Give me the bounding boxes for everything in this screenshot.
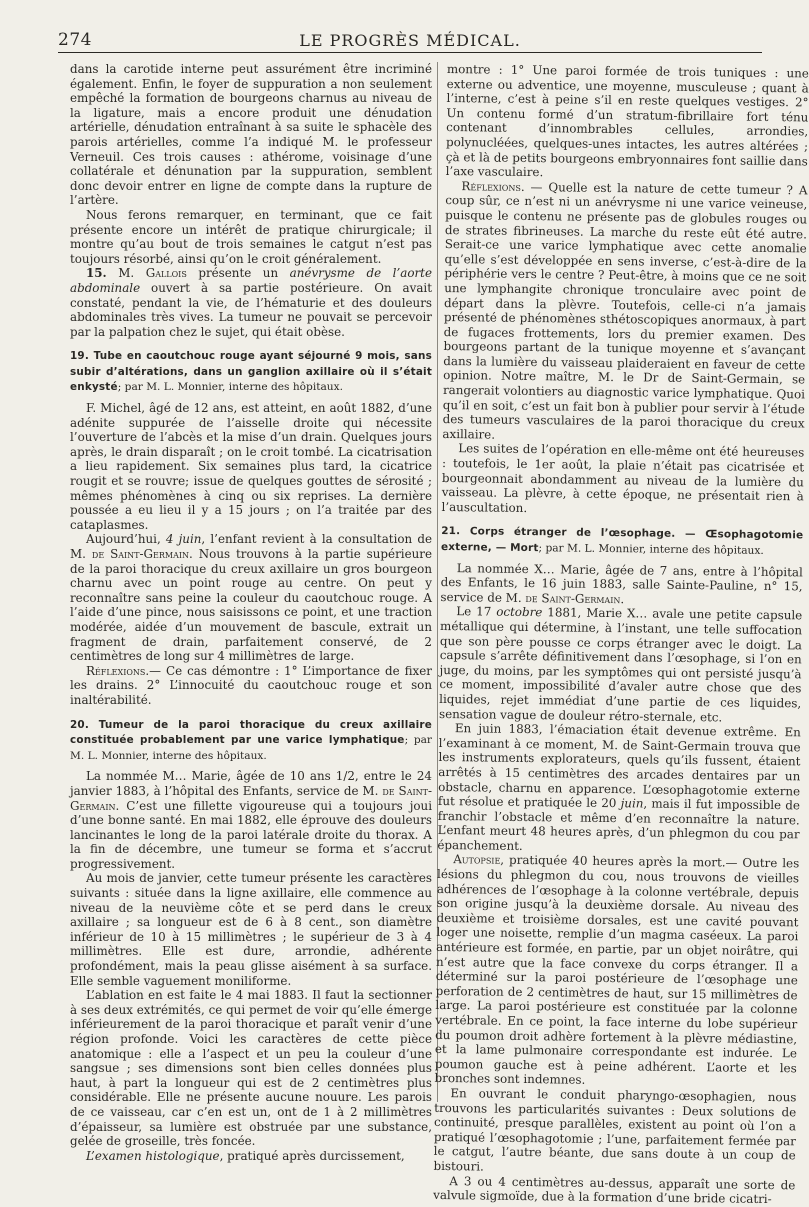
item-number: 15.	[86, 266, 107, 281]
author-name: Gallois	[145, 266, 187, 281]
paragraph: L’examen histologique, pratiqué après durcissement,	[86, 1148, 405, 1163]
paragraph: 15. M. Gallois présente un anévrysme de l’aorte abdominale ouvert à sa partie postérieure. On avait constaté, pendant la vie, de l’hématurie et des douleurs abdominales très vives. La tumeur ne pouvait se percevoir par la palpation chez le sujet, qui était obèse.	[70, 266, 433, 339]
paragraph: dans la carotide interne peut assurément être incriminé également. Enfin, le foyer de suppuration a non seulement empêché la formation de bourgeons charnus au niveau de la ligature, mais a encore produit une dénudation artérielle, dénudation entraînant à sa suite le sphacèle des parois artérielles, comme l’a indiqué M. le professeur Verneuil. Ces trois causes : athérome, voisinage d’une collatérale et dénunation par la suppuration, semblent donc devoir entrer en ligne de compte dans la rupture de l’artère.	[70, 62, 432, 208]
paragraph: F. Michel, âgé de 12 ans, est atteint, en août 1882, d’une adénite suppurée de l’aisselle droite qui nécessite l’ouverture de l’abcès et la mise d’un drain. Quelques jours après, le drain disparaît ; on le croit tombé. La cicatrisation a lieu rapidement. Six semaines plus tard, la cicatrice rougit et se rouvre; issue de quelques gouttes de sérosité ; mêmes phénomènes à cinq ou six reprises. La dernière poussée a eu lieu il y a 15 jours ; on l’a traitée par des cataplasmes.	[70, 401, 432, 532]
paragraph: En ouvrant le conduit pharyngo-œsophagien, nous trouvons les particularités suivantes : Deux solutions de continuité, presque parallèles, existent au point où l’on a pratiqué l’œsophagotomie ; l’une, parfaitement fermée par le catgut, l’autre béante, due sans doute à un coup de bistouri.	[433, 1086, 797, 1174]
section-heading: 19. Tube en caoutchouc rouge ayant séjourné 9 mois, sans subir d’altérations, dans un ganglion axillaire où il s’était enkysté; par M. L. Monnier, interne des hôpitaux.	[70, 350, 432, 394]
paragraph: Aujourd’hui, 4 juin, l’enfant revient à la consultation de M. de Saint-Germain. Nous trouvons à la partie supérieure de la paroi thoracique du creux axillaire un gros bourgeon charnu avec un point rouge au centre. On peut y reconnaître sans peine la couleur du caoutchouc rouge. A l’aide d’une pince, nous saisissons ce point, et une traction modérée, aidée d’un mouvement de bascule, extrait un fragment de drain, parfaitement conservé, de 2 centimètres de long sur 4 millimètres de large.	[70, 532, 432, 664]
paragraph: Réflexions. — Quelle est la nature de cette tumeur ? A coup sûr, ce n’est ni un anévrysme ni une varice veineuse, puisque le contenu ne présente pas de globules rouges ou de strates fibrineuses. La marche du reste eût été autre. Serait-ce une varice lymphatique avec cette anomalie qu’elle s’est développée en sens inverse, c’est-à-dire de la périphérie vers le centre ? Peut-être, à moins que ce ne soit une lymphangite chronique tronculaire avec point de départ dans la plèvre. Toutefois, celle-ci n’a jamais présenté de phénomènes sthétoscopiques anormaux, à part de fugaces frottements, lors du premier examen. Des bourgeons partant de la tunique moyenne et s’avançant dans la lumière du vaisseau plaideraient en faveur de cette opinion. Notre maître, M. le Dr de Saint-Germain, se rangerait volontiers au diagnostic varice lymphatique. Quoi qu’il en soit, c’est un fait bon à publier pour servir à l’étude des tumeurs vasculaires de la paroi thoracique du creux axillaire.	[442, 178, 808, 442]
paragraph: Le 17 octobre 1881, Marie X… avale une petite capsule métallique qui détermine, à l’instant, une telle suffocation que son père pousse ce corps étranger avec le doigt. La capsule s’arrête définitivement dans l’œsophage, si l’on en juge, du moins, par les symptômes qui ont persisté jusqu’à ce moment, impossibilité d’avaler autre chose que des liquides, rejet immédiat d’une partie de ces liquides, sensation vague de douleur rétro-sternale, etc.	[438, 604, 803, 724]
paragraph: Réflexions.— Ce cas démontre : 1° L’importance de fixer les drains. 2° L’innocuité du caoutchouc rouge et son inaltérabilité.	[70, 663, 432, 707]
paragraph: Autopsie, pratiquée 40 heures après la mort.— Outre les lésions du phlegmon du cou, nous trouvons de vieilles adhérences de l’œsophage à la colonne vertébrale, depuis son origine jusqu’à la deuxième dorsale. Au niveau des deuxième et troisième dorsales, est une cavité pouvant loger une noisette, remplie d’un magma caséeux. La paroi antérieure est formée, en partie, par un objet noirâtre, qui n’est autre que la face convexe du corps étranger. Il a déterminé sur la paroi postérieure de l’œsophage une perforation de 2 centimètres de haut, sur 15 millimètres de large. La paroi postérieure est constituée par la colonne vertébrale. En ce point, la face interne du lobe supérieur du poumon droit adhère fortement à la plèvre médiastine, et la lame pulmonaire correspondante est indurée. Le poumon gauche est à peine adhérent. L’aorte et les bronches sont indemnes.	[434, 852, 800, 1088]
paragraph: montre : 1° Une paroi formée de trois tuniques : une externe ou adventice, une moyenne, musculeuse ; quant à l’interne, c’est à peine s’il en reste quelques vestiges. 2° Un contenu formé d’un stratum-fibrillaire fort ténu contenant d’innombrables cellules, arrondies, polynucléées, quelques-unes intactes, les autres altérées ; çà et là de petits bourgeons embryonnaires font saillie dans l’axe vasculaire.	[445, 62, 809, 180]
left-column	[70, 62, 433, 1163]
paragraph: Au mois de janvier, cette tumeur présente les caractères suivants : située dans la ligne axillaire, elle commence au niveau de la neuvième côte et se perd dans le creux axillaire ; sa longueur est de 6 à 8 cent., son diamètre inférieur de 10 à 15 millimètres ; le supérieur de 3 à 4 millimètres. Elle est dure, arrondie, adhérente profondément, mais la peau glisse aisément à sa surface. Elle semble vaguement moniliforme.	[70, 871, 432, 988]
paragraph: A 3 ou 4 centimètres au-dessus, apparaît une sorte de valvule sigmoïde, due à la formation d’une bride cicatri-	[433, 1173, 796, 1207]
page-number: 274	[58, 30, 92, 50]
running-header	[58, 30, 762, 53]
emphasis: anévrysme de l’aorte abdominale	[70, 266, 433, 295]
right-column	[433, 62, 809, 1207]
paragraph: En juin 1883, l’émaciation était devenue extrême. En l’examinant à ce moment, M. de Saint-Germain trouva que les instruments explorateurs, quels qu’ils fussent, étaient arrêtés à 15 centimètres des arcades dentaires par un obstacle, charnu en apparence. L’œsophagotomie externe fut résolue et pratiquée le 20 juin, mais il fut impossible de franchir l’obstacle et même d’en reconnaître la nature. L’enfant meurt 48 heures après, d’un phlegmon du cou par épanchement.	[437, 721, 801, 853]
section-heading: 21. Corps étranger de l’œsophage. — Œsophagotomie externe, — Mort; par M. L. Monnier, interne des hôpitaux.	[441, 525, 804, 557]
paragraph: La nommée X… Marie, âgée de 7 ans, entre à l’hôpital des Enfants, le 16 juin 1883, salle Sainte-Pauline, n° 15, service de M. de Saint-Germain.	[440, 560, 803, 606]
journal-title: LE PROGRÈS MÉDICAL.	[299, 31, 521, 50]
section-heading: 20. Tumeur de la paroi thoracique du creux axillaire constituée probablement par une varice lymphatique; par M. L. Monnier, interne des hôpitaux.	[70, 718, 432, 762]
paragraph: L’ablation en est faite le 4 mai 1883. Il faut la sectionner à ses deux extrémités, ce qui permet de voir qu’elle émerge inférieurement de la paroi thoracique et paraît venir d’une région profonde. Voici les caractères de cette pièce anatomique : elle a l’aspect et un peu la couleur d’une sangsue ; ses dimensions sont bien celles données plus haut, à part la longueur qui est de 2 centimètres plus considérable. Elle ne présente aucune nouure. Les parois de ce vaisseau, car c’en est un, ont de 1 à 2 millimètres d’épaisseur, sa lumière est obstruée par une substance, gelée de groseille, très foncée.	[70, 988, 432, 1149]
paragraph: Nous ferons remarquer, en terminant, que ce fait présente encore un intérêt de pratique chirurgicale; il montre qu’au bout de trois semaines le catgut n’est pas toujours résorbé, ainsi qu’on le croit généralement.	[70, 207, 432, 266]
paragraph: La nommée M… Marie, âgée de 10 ans 1/2, entre le 24 janvier 1883, à l’hôpital des Enfants, service de M. de Saint-Germain. C’est une fillette vigoureuse qui a toujours joui d’une bonne santé. En mai 1882, elle éprouve des douleurs lancinantes le long de la paroi latérale droite du thorax. A la fin de décembre, une tumeur se forma et s’accrut progressivement.	[70, 769, 432, 871]
paragraph: Les suites de l’opération en elle-même ont été heureuses : toutefois, le 1er août, la plaie n’était pas cicatrisée et bourgeonnait abondamment au niveau de la lumière du vaisseau. La plèvre, à cette époque, ne présentait rien à l’auscultation.	[441, 441, 805, 515]
